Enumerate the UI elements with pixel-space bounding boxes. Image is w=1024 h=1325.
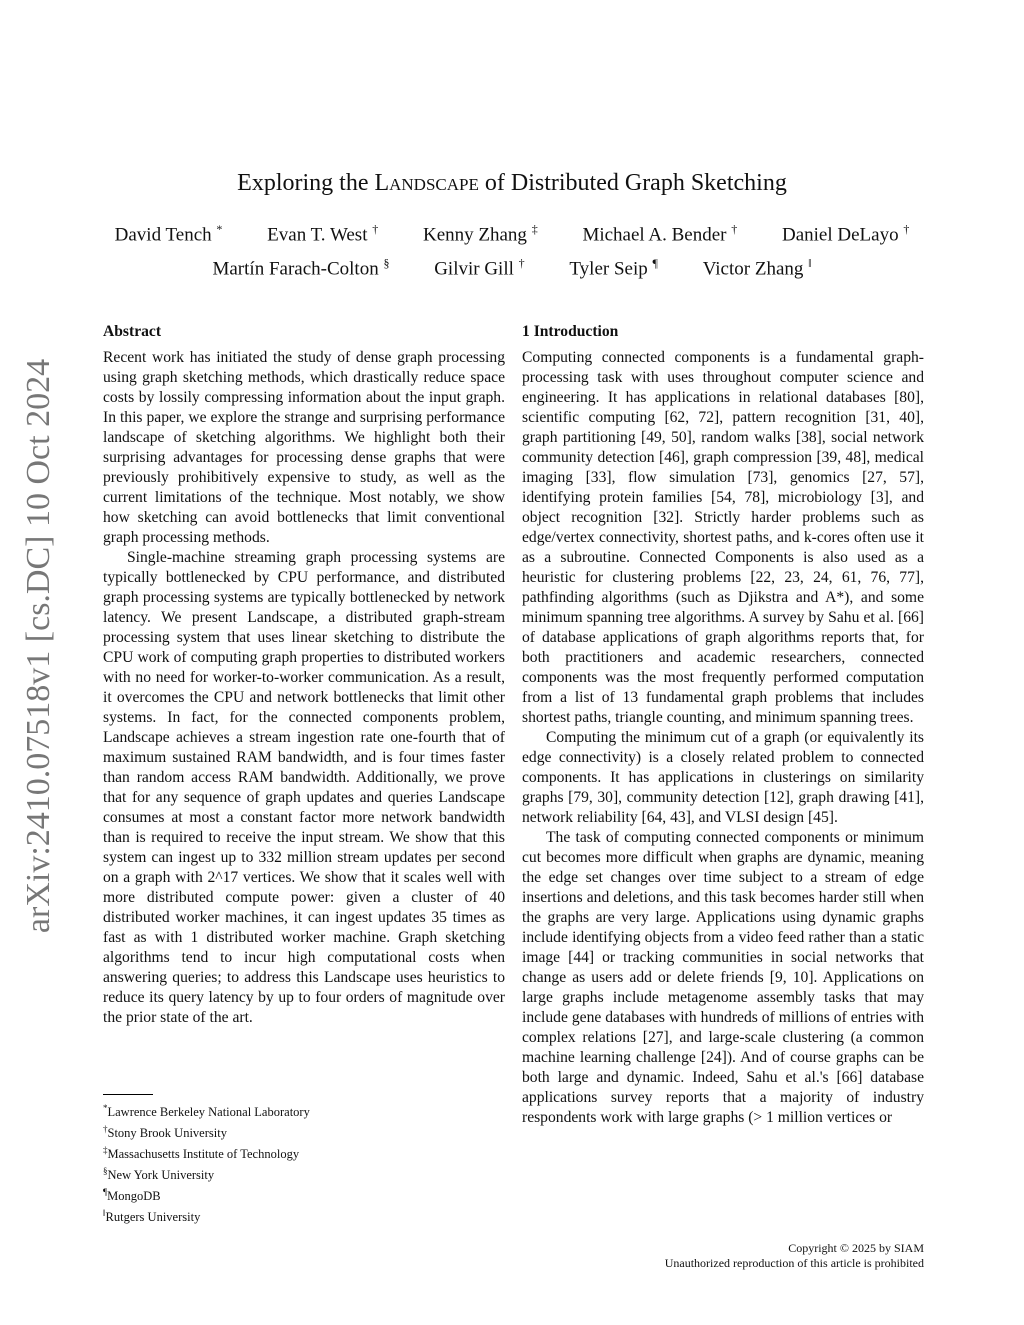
title-post: of Distributed Graph Sketching [478, 170, 787, 196]
arxiv-stamp-text: arXiv:2410.07518v1 [cs.DC] 10 Oct 2024 [20, 358, 57, 934]
title-pre: Exploring the [237, 170, 375, 196]
author-row-2 [0, 256, 1024, 280]
abstract-paragraph-1: Recent work has initiated the study of dense graph processing using graph sketching methods, which drastically reduce space costs by lossily compressing information about the input graph. In this paper, we explore the strange and surprising performance landscape of sketching algorithms. We highlight both their surprising advantages for processing dense graphs that were previously prohibitively expensive to study, as well as the current limitations of the technique. Most notably, we show how sketching can avoid bottlenecks that limit conventional graph processing methods. [103, 349, 505, 546]
footnote: †Stony Brook University [103, 1123, 227, 1141]
abstract-heading: Abstract [103, 323, 162, 340]
author: David Tench * [114, 222, 223, 246]
author: Gilvir Gill † [434, 256, 525, 280]
author: Kenny Zhang ‡ [422, 222, 538, 246]
title-system-name: Landscape [374, 170, 479, 196]
copyright-notice [665, 1241, 924, 1271]
footnote: ‖Rutgers University [103, 1207, 201, 1224]
author: Martín Farach-Colton § [212, 256, 390, 280]
author: Evan T. West † [267, 222, 379, 246]
author: Victor Zhang ‖ [702, 256, 812, 280]
intro-paragraph-2: Computing the minimum cut of a graph (or equivalently its edge connectivity) is a closely related problem to connected components. It has applications in clusterings on similarity graphs [79, 30], community detection [12], graph drawing [41], network reliability [64, 43], and VLSI design [45]. [522, 729, 924, 826]
footnotes [103, 1100, 310, 1226]
author: Michael A. Bender † [582, 222, 738, 246]
footnote: ¶MongoDB [103, 1186, 161, 1203]
abstract-paragraph-2: Single-machine streaming graph processing systems are typically bottlenecked by CPU performance, and distributed graph processing systems are typically bottlenecked by network latency. We present Landscape, a distributed graph-stream processing system that uses linear sketching to distribute the CPU work of computing graph properties to distributed workers with no need for worker-to-worker communication. As a result, it overcomes the CPU and network bottlenecks that limit other systems. In fact, for the connected components problem, Landscape achieves a stream ingestion rate one-fourth that of maximum sustained RAM bandwidth, and is four times faster than random access RAM bandwidth. Additionally, we prove that for any sequence of graph updates and queries Landscape consumes at most a constant factor more network bandwidth than is required to receive the input stream. We show that this system can ingest up to 332 million stream updates per second on a graph with 2^17 vertices. We show that it scales well with more distributed compute power: given a cluster of 40 distributed worker machines, it can ingest updates 35 times as fast as with 1 distributed worker machine. Graph sketching algorithms tend to incur high computational costs when answering queries; to address this Landscape uses heuristics to reduce its query latency by up to four orders of magnitude over the prior state of the art. [103, 549, 505, 1026]
right-column [522, 322, 924, 1128]
section-heading-introduction: 1 Introduction [522, 323, 619, 340]
footnote-rule [103, 1094, 153, 1095]
paper-title [0, 170, 1024, 197]
left-column [103, 322, 505, 1028]
footnote: *Lawrence Berkeley National Laboratory [103, 1103, 310, 1120]
copyright-line: Copyright © 2025 by SIAM [788, 1241, 924, 1255]
footnote: §New York University [103, 1165, 215, 1183]
intro-paragraph-1: Computing connected components is a fundamental graph-processing task with uses throughout computer science and engineering. It has applications in relational databases [80], scientific computing [62, 72], pattern recognition [31, 40], graph partitioning [49, 50], random walks [38], social network community detection [46], graph compression [39, 48], medical imaging [33], flow simulation [73], genomics [27, 57], identifying protein families [54, 78], microbiology [3], and object recognition [32]. Strictly harder problems such as edge/vertex connectivity, shortest paths, and k-cores often use it as a subroutine. Connected Components is also used as a heuristic for clustering problems [22, 23, 24, 61, 76, 77], pathfinding algorithms (such as Djikstra and A*), and some minimum spanning tree algorithms. A survey by Sahu et al. [66] of database applications of graph algorithms reports that, for both practitioners and academic researchers, connected components was the most frequently performed computation from a list of 13 fundamental graph problems that includes shortest paths, triangle counting, and minimum spanning trees. [522, 349, 924, 726]
intro-paragraph-3: The task of computing connected components or minimum cut becomes more difficult when graphs are dynamic, meaning the edge set changes over time subject to a stream of edge insertions and deletions, and this task becomes harder still when the graphs are very large. Applications using dynamic graphs include identifying objects from a video feed rather than a static image [44] or tracking communities in social networks that change as users add or delete friends [9, 10]. Applications on large graphs include metagenome assembly tasks that may include gene databases with hundreds of millions of entries with complex relations [27], and large-scale clustering (a common machine learning challenge [24]). And of course graphs can be both large and dynamic. Indeed, Sahu et al.'s [66] database applications survey reports that a majority of industry respondents work with large graphs (> 1 million vertices or [522, 829, 924, 1126]
copyright-disclaimer: Unauthorized reproduction of this article is prohibited [664, 1256, 924, 1270]
author-row-1 [0, 222, 1024, 246]
author: Daniel DeLayo † [781, 222, 910, 246]
arxiv-stamp [12, 352, 66, 940]
author: Tyler Seip ¶ [569, 256, 658, 280]
footnote: ‡Massachusetts Institute of Technology [103, 1144, 300, 1162]
